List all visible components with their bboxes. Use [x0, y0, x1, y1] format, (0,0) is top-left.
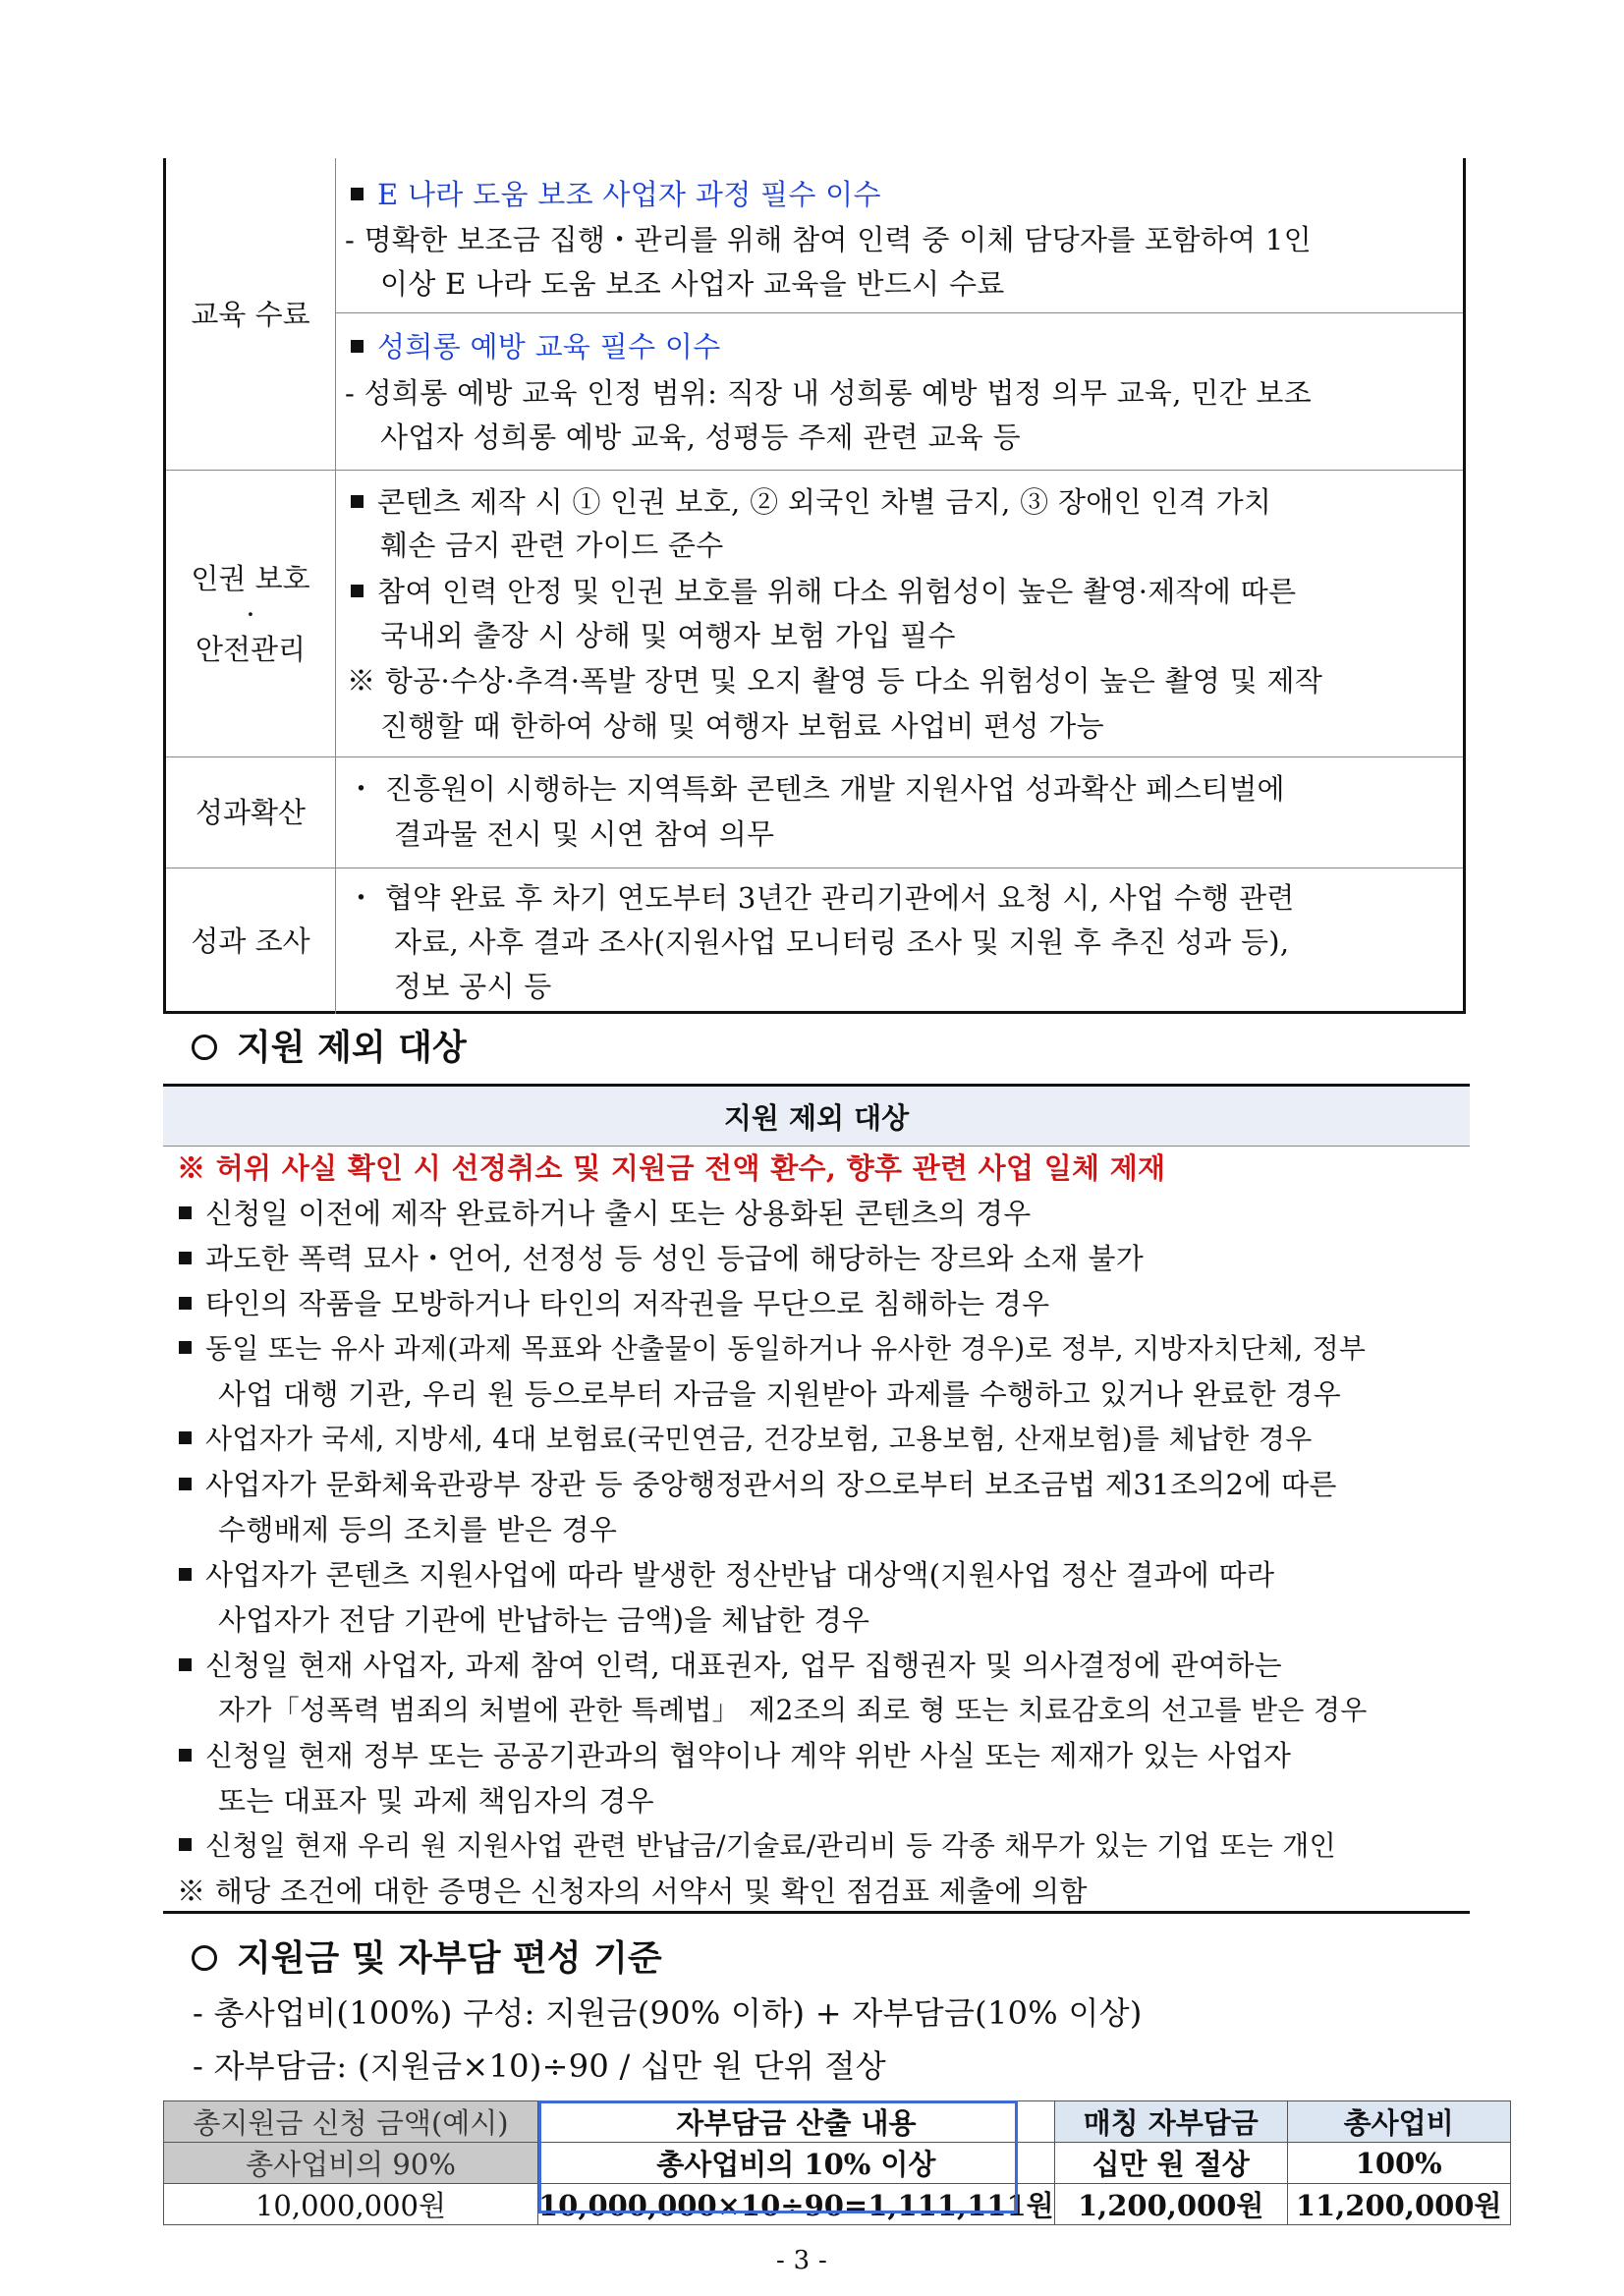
- square-bullet-icon: [179, 1749, 192, 1762]
- exclusion-item: 사업자가 국세, 지방세, 4대 보험료(국민연금, 건강보험, 고용보험, 산재보험)를 체납한 경우: [179, 1418, 1313, 1457]
- exclusion-item-cont: 자가「성폭력 범죄의 처벌에 관한 특례법」 제2조의 죄로 형 또는 치료감호의 선고를 받은 경우: [218, 1694, 1368, 1726]
- exclusion-item-cont: 사업자가 전담 기관에 반납하는 금액)을 체납한 경우: [218, 1603, 870, 1637]
- square-bullet-icon: [179, 1297, 192, 1310]
- rights-line: 콘텐츠 제작 시 ① 인권 보호, ② 외국인 차별 금지, ③ 장애인 인격 가치: [351, 480, 1271, 521]
- table-cell: 1,200,000원: [1054, 2184, 1287, 2225]
- edu-block-1-line1: - 명확한 보조금 집행・관리를 위해 참여 인력 중 이체 담당자를 포함하여 1인: [345, 223, 1312, 256]
- table-cell: 11,200,000원: [1287, 2184, 1510, 2225]
- table-cell: 십만 원 절상: [1054, 2143, 1287, 2184]
- rights-header: [166, 471, 336, 756]
- requirements-table: [163, 158, 1466, 1014]
- rights-body: [335, 471, 1463, 756]
- table-cell: 총사업비의 10% 이상: [538, 2143, 1055, 2184]
- exclusion-item-cont: 수행배제 등의 조치를 받은 경우: [218, 1513, 618, 1546]
- exclusion-item: 신청일 현재 정부 또는 공공기관과의 협약이나 계약 위반 사실 또는 제재가 있는 사업자: [179, 1734, 1291, 1774]
- square-bullet-icon: [179, 1838, 192, 1851]
- table-cell: 총지원금 신청 금액(예시): [164, 2101, 538, 2143]
- square-bullet-icon: [351, 585, 364, 597]
- rights-line: 훼손 금지 관련 가이드 준수: [380, 529, 724, 562]
- spread-line: ・ 진흥원이 시행하는 지역특화 콘텐츠 개발 지원사업 성과확산 페스티벌에: [347, 772, 1285, 806]
- table-cell: 10,000,000원: [164, 2184, 538, 2225]
- budget-line1: - 총사업비(100%) 구성: 지원금(90% 이하) + 자부담금(10% 이상): [193, 1994, 1143, 2032]
- survey-row: [166, 868, 1463, 1014]
- table-cell: 매칭 자부담금: [1054, 2101, 1287, 2143]
- rights-header-line3: 안전관리: [195, 632, 307, 666]
- rights-line: ※ 항공·수상·추격·폭발 장면 및 오지 촬영 등 다소 위험성이 높은 촬영 및 제작: [347, 664, 1323, 698]
- table-cell: 10,000,000×10÷90=1,111,111원: [538, 2184, 1055, 2225]
- square-bullet-icon: [179, 1568, 192, 1581]
- table-cell: 자부담금 산출 내용: [538, 2101, 1055, 2143]
- table-cell: 총사업비의 90%: [164, 2143, 538, 2184]
- exclusion-item: 동일 또는 유사 과제(과제 목표와 산출물이 동일하거나 유사한 경우)로 정부, 지방자치단체, 정부: [179, 1327, 1366, 1367]
- education-header: 교육 수료: [166, 158, 336, 470]
- rights-line: 진행할 때 한하여 상해 및 여행자 보험료 사업비 편성 가능: [380, 709, 1104, 743]
- square-bullet-icon: [179, 1478, 192, 1490]
- exclusion-item: 신청일 현재 사업자, 과제 참여 인력, 대표권자, 업무 집행권자 및 의사결정에 관여하는: [179, 1644, 1282, 1684]
- square-bullet-icon: [351, 340, 364, 353]
- edu-block-1-title: E 나라 도움 보조 사업자 과정 필수 이수: [351, 173, 881, 213]
- rights-row: [166, 471, 1463, 757]
- exclusion-item: 사업자가 콘텐츠 지원사업에 따라 발생한 정산반납 대상액(지원사업 정산 결과에 따라: [179, 1553, 1274, 1594]
- square-bullet-icon: [179, 1431, 192, 1444]
- edu-block-2: [335, 313, 1463, 470]
- exclusion-item: 사업자가 문화체육관광부 장관 등 중앙행정관서의 장으로부터 보조금법 제31조의2에 따른: [179, 1463, 1337, 1503]
- exclusion-item: 타인의 작품을 모방하거나 타인의 저작권을 무단으로 침해하는 경우: [179, 1282, 1049, 1322]
- survey-line: 정보 공시 등: [394, 970, 552, 1003]
- rights-line: 참여 인력 안정 및 인권 보호를 위해 다소 위험성이 높은 촬영·제작에 따른: [351, 570, 1296, 610]
- table-cell: 100%: [1287, 2143, 1510, 2184]
- rights-header-line1: 인권 보호: [191, 561, 310, 595]
- square-bullet-icon: [351, 188, 364, 200]
- exclusion-warning: ※ 허위 사실 확인 시 선정취소 및 지원금 전액 환수, 향후 관련 사업 일체 제재: [177, 1151, 1166, 1185]
- spread-row: [166, 757, 1463, 868]
- square-bullet-icon: [179, 1658, 192, 1671]
- edu-block-1-line2: 이상 E 나라 도움 보조 사업자 교육을 반드시 수료: [380, 267, 1005, 301]
- exclusion-item-cont: 또는 대표자 및 과제 책임자의 경우: [218, 1784, 654, 1818]
- exclusion-section-title: 지원 제외 대상: [192, 1020, 467, 1070]
- survey-body: [335, 868, 1463, 1014]
- budget-section-title: 지원금 및 자부담 편성 기준: [192, 1931, 662, 1981]
- circle-bullet-icon: [192, 1945, 217, 1971]
- edu-block-2-title: 성희롱 예방 교육 필수 이수: [351, 325, 721, 365]
- spread-body: [335, 757, 1463, 868]
- rights-header-line2: ·: [246, 596, 255, 631]
- exclusion-item: 과도한 폭력 묘사・언어, 선정성 등 성인 등급에 해당하는 장르와 소재 불가: [179, 1237, 1144, 1277]
- highlight-box: [538, 2100, 1018, 2213]
- edu-block-2-line2: 사업자 성희롱 예방 교육, 성평등 주제 관련 교육 등: [380, 420, 1021, 454]
- survey-line: ・ 협약 완료 후 차기 연도부터 3년간 관리기관에서 요청 시, 사업 수행 관련: [347, 881, 1295, 915]
- budget-line2: - 자부담금: (지원금×10)÷90 / 십만 원 단위 절상: [193, 2047, 886, 2085]
- exclusion-note: ※ 해당 조건에 대한 증명은 신청자의 서약서 및 확인 점검표 제출에 의함: [177, 1875, 1088, 1908]
- education-row: [166, 158, 1463, 471]
- edu-block-1: [335, 158, 1463, 313]
- table-cell: 총사업비: [1287, 2101, 1510, 2143]
- edu-block-2-line1: - 성희롱 예방 교육 인정 범위: 직장 내 성희롱 예방 법정 의무 교육, 민간 보조: [345, 376, 1313, 410]
- survey-header: 성과 조사: [166, 868, 336, 1014]
- rights-line: 국내외 출장 시 상해 및 여행자 보험 가입 필수: [380, 619, 956, 652]
- exclusion-box-header: 지원 제외 대상: [163, 1084, 1470, 1147]
- square-bullet-icon: [179, 1252, 192, 1264]
- exclusion-item-cont: 사업 대행 기관, 우리 원 등으로부터 자금을 지원받아 과제를 수행하고 있거나 완료한 경우: [218, 1377, 1342, 1411]
- square-bullet-icon: [351, 495, 364, 508]
- circle-bullet-icon: [192, 1035, 217, 1060]
- spread-header: 성과확산: [166, 757, 336, 868]
- exclusion-item: 신청일 현재 우리 원 지원사업 관련 반납금/기술료/관리비 등 각종 채무가 있는 기업 또는 개인: [179, 1824, 1336, 1864]
- spread-line: 결과물 전시 및 시연 참여 의무: [394, 817, 775, 851]
- survey-line: 자료, 사후 결과 조사(지원사업 모니터링 조사 및 지원 후 추진 성과 등),: [394, 925, 1290, 959]
- square-bullet-icon: [179, 1206, 192, 1219]
- page-number: - 3 -: [776, 2246, 828, 2275]
- exclusion-item: 신청일 이전에 제작 완료하거나 출시 또는 상용화된 콘텐츠의 경우: [179, 1192, 1032, 1232]
- exclusion-box-bottom-rule: [163, 1911, 1470, 1914]
- square-bullet-icon: [179, 1341, 192, 1354]
